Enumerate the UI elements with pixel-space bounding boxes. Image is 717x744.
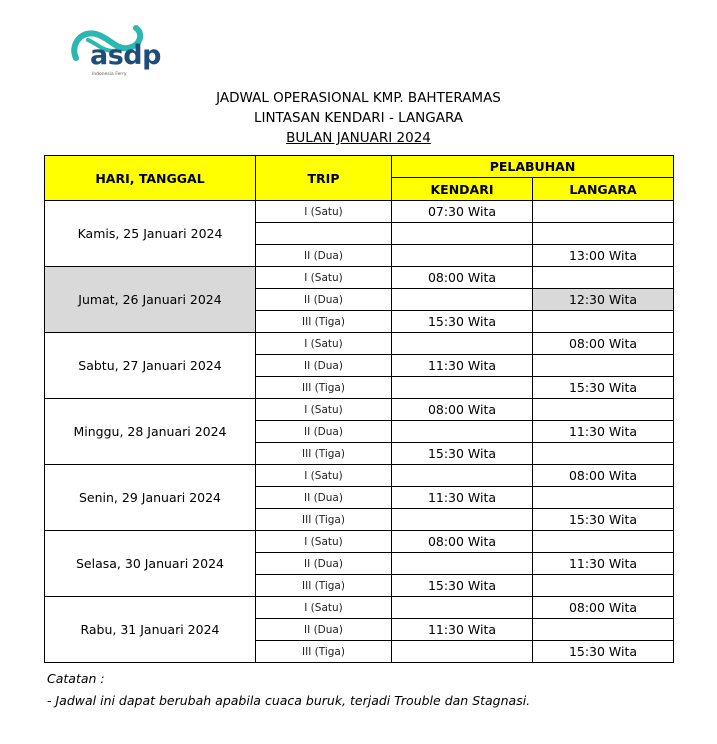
trip-cell: III (Tiga): [256, 509, 392, 531]
kendari-time-cell: [392, 641, 533, 663]
kendari-time-cell: [392, 553, 533, 575]
langara-time-cell: 08:00 Wita: [533, 597, 674, 619]
table-row: [45, 399, 674, 421]
schedule-table: [44, 155, 674, 663]
langara-time-cell: [533, 201, 674, 223]
notes-label: Catatan :: [47, 671, 105, 686]
trip-cell: I (Satu): [256, 267, 392, 289]
table-row: [45, 531, 674, 553]
table-row: [45, 465, 674, 487]
document-title: [0, 88, 717, 148]
trip-cell: [256, 223, 392, 245]
header-langara: LANGARA: [533, 178, 674, 201]
day-cell: Jumat, 26 Januari 2024: [45, 267, 256, 333]
trip-cell: II (Dua): [256, 553, 392, 575]
trip-cell: II (Dua): [256, 289, 392, 311]
langara-time-cell: [533, 443, 674, 465]
day-cell: Selasa, 30 Januari 2024: [45, 531, 256, 597]
title-line-1: JADWAL OPERASIONAL KMP. BAHTERAMAS: [216, 90, 501, 106]
kendari-time-cell: 15:30 Wita: [392, 311, 533, 333]
langara-time-cell: [533, 311, 674, 333]
kendari-time-cell: 08:00 Wita: [392, 399, 533, 421]
notes: [47, 668, 530, 712]
trip-cell: III (Tiga): [256, 575, 392, 597]
notes-text: - Jadwal ini dapat berubah apabila cuaca buruk, terjadi Trouble dan Stagnasi.: [47, 693, 531, 708]
trip-cell: I (Satu): [256, 465, 392, 487]
trip-cell: III (Tiga): [256, 641, 392, 663]
day-cell: Senin, 29 Januari 2024: [45, 465, 256, 531]
trip-cell: II (Dua): [256, 245, 392, 267]
langara-time-cell: [533, 531, 674, 553]
trip-cell: II (Dua): [256, 421, 392, 443]
trip-cell: II (Dua): [256, 619, 392, 641]
kendari-time-cell: 11:30 Wita: [392, 355, 533, 377]
header-trip: TRIP: [256, 156, 392, 201]
trip-cell: I (Satu): [256, 597, 392, 619]
kendari-time-cell: 08:00 Wita: [392, 267, 533, 289]
trip-cell: III (Tiga): [256, 311, 392, 333]
logo-text: asdp: [90, 40, 161, 71]
trip-cell: I (Satu): [256, 333, 392, 355]
kendari-time-cell: 15:30 Wita: [392, 575, 533, 597]
logo-subtitle: Indonesia Ferry: [92, 72, 127, 77]
langara-time-cell: 13:00 Wita: [533, 245, 674, 267]
trip-cell: II (Dua): [256, 487, 392, 509]
title-line-2: LINTASAN KENDARI - LANGARA: [253, 110, 464, 126]
kendari-time-cell: 08:00 Wita: [392, 531, 533, 553]
day-cell: Minggu, 28 Januari 2024: [45, 399, 256, 465]
kendari-time-cell: [392, 223, 533, 245]
langara-time-cell: 12:30 Wita: [533, 289, 674, 311]
langara-time-cell: 15:30 Wita: [533, 377, 674, 399]
kendari-time-cell: 07:30 Wita: [392, 201, 533, 223]
langara-time-cell: [533, 487, 674, 509]
kendari-time-cell: [392, 509, 533, 531]
kendari-time-cell: [392, 333, 533, 355]
day-cell: Sabtu, 27 Januari 2024: [45, 333, 256, 399]
langara-time-cell: 11:30 Wita: [533, 421, 674, 443]
langara-time-cell: [533, 399, 674, 421]
trip-cell: II (Dua): [256, 355, 392, 377]
kendari-time-cell: [392, 421, 533, 443]
langara-time-cell: 11:30 Wita: [533, 553, 674, 575]
kendari-time-cell: 11:30 Wita: [392, 619, 533, 641]
langara-time-cell: 15:30 Wita: [533, 509, 674, 531]
day-cell: Rabu, 31 Januari 2024: [45, 597, 256, 663]
day-cell: Kamis, 25 Januari 2024: [45, 201, 256, 267]
title-line-3: BULAN JANUARI 2024: [286, 130, 431, 146]
kendari-time-cell: [392, 597, 533, 619]
table-row: [45, 333, 674, 355]
langara-time-cell: [533, 575, 674, 597]
header-kendari: KENDARI: [392, 178, 533, 201]
trip-cell: III (Tiga): [256, 443, 392, 465]
langara-time-cell: 08:00 Wita: [533, 333, 674, 355]
schedule-body: [45, 201, 674, 663]
kendari-time-cell: [392, 465, 533, 487]
langara-time-cell: 15:30 Wita: [533, 641, 674, 663]
table-row: [45, 597, 674, 619]
table-row: [45, 267, 674, 289]
langara-time-cell: [533, 355, 674, 377]
trip-cell: I (Satu): [256, 531, 392, 553]
langara-time-cell: [533, 619, 674, 641]
langara-time-cell: [533, 267, 674, 289]
kendari-time-cell: [392, 245, 533, 267]
langara-time-cell: 08:00 Wita: [533, 465, 674, 487]
kendari-time-cell: [392, 289, 533, 311]
kendari-time-cell: 15:30 Wita: [392, 443, 533, 465]
kendari-time-cell: [392, 377, 533, 399]
kendari-time-cell: 11:30 Wita: [392, 487, 533, 509]
header-day: HARI, TANGGAL: [45, 156, 256, 201]
header-port: PELABUHAN: [392, 156, 674, 178]
table-row: [45, 201, 674, 223]
trip-cell: III (Tiga): [256, 377, 392, 399]
langara-time-cell: [533, 223, 674, 245]
trip-cell: I (Satu): [256, 201, 392, 223]
trip-cell: I (Satu): [256, 399, 392, 421]
